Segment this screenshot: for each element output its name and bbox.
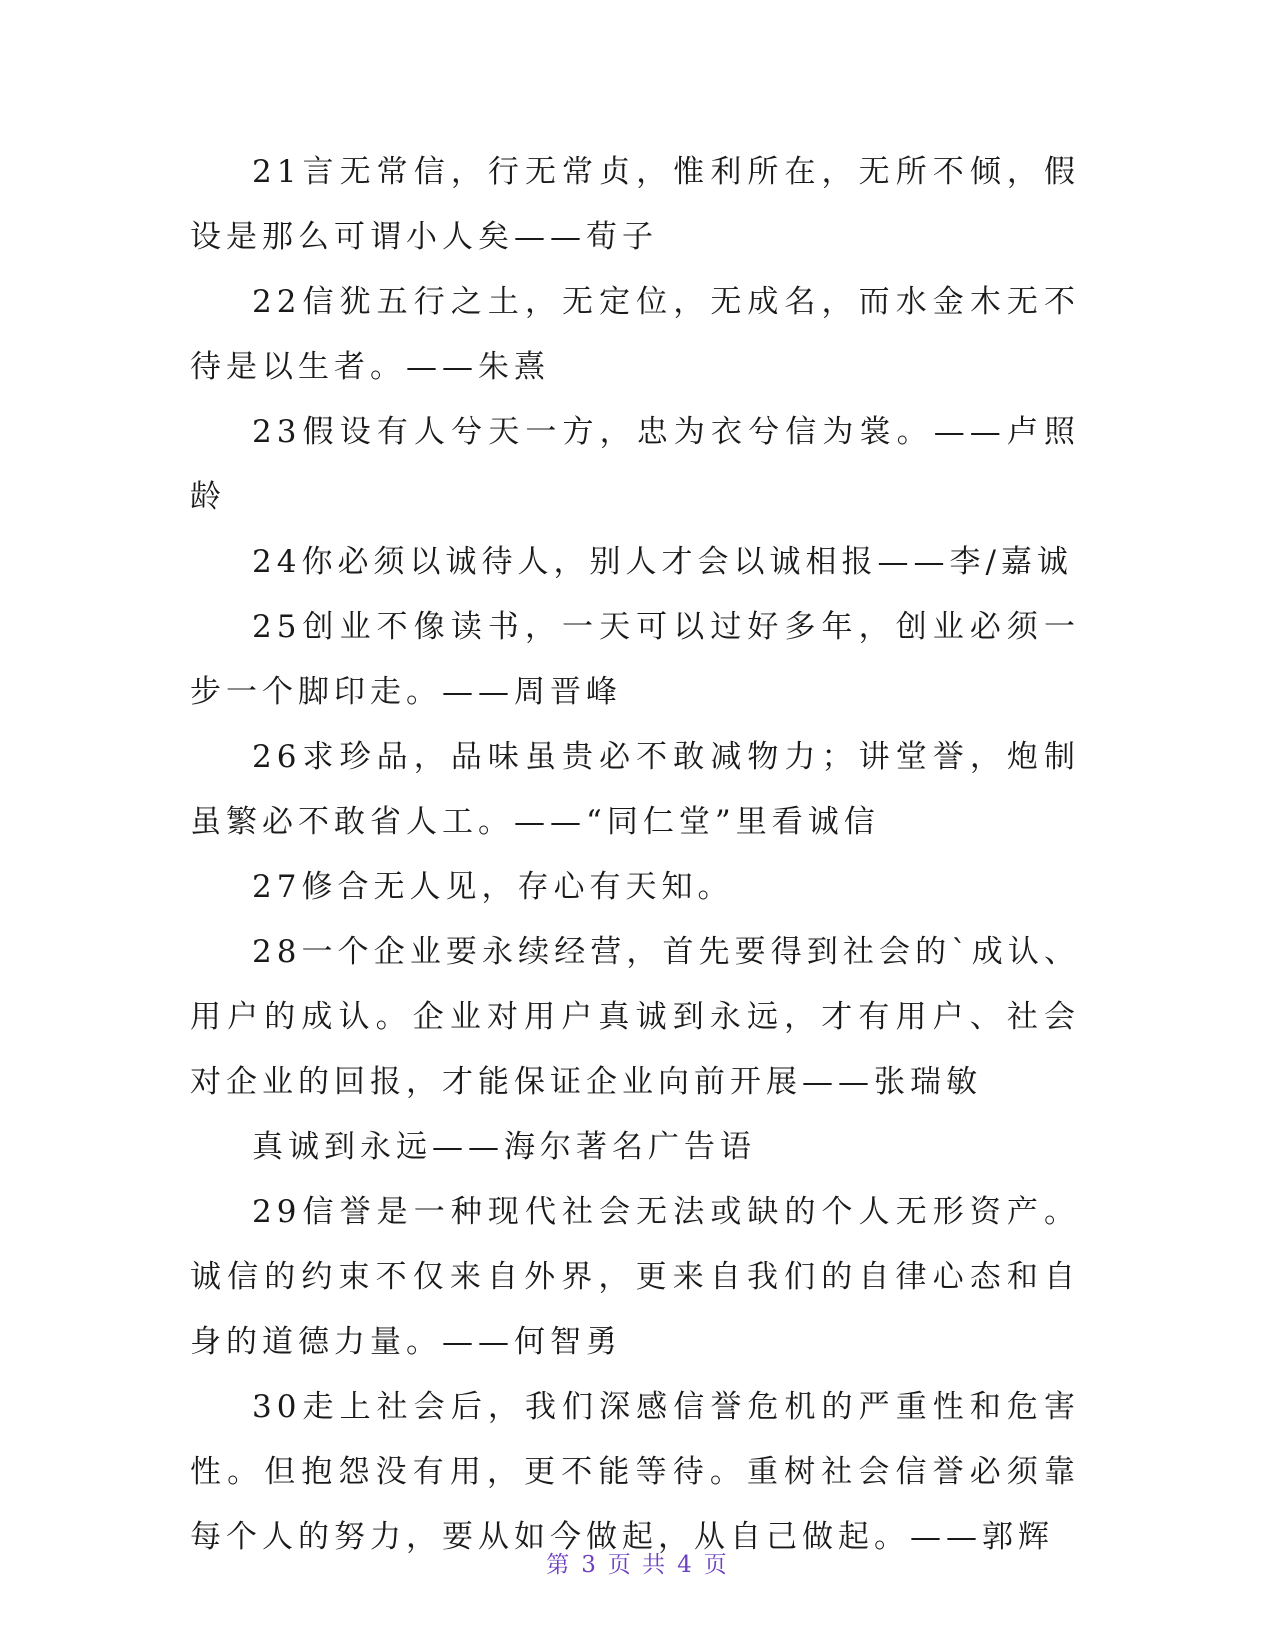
page-label-suffix: 页 bbox=[703, 1552, 729, 1578]
current-page-number: 3 bbox=[581, 1552, 598, 1578]
page-label-prefix: 第 bbox=[546, 1552, 572, 1578]
quote-paragraph: 24你必须以诚待人，别人才会以诚相报——李/嘉诚 bbox=[252, 544, 1073, 580]
page-label-mid: 页 共 bbox=[607, 1552, 668, 1578]
quote-paragraph: 21言无常信，行无常贞，惟利所在，无所不倾，假设是那么可谓小人矣——荀子 bbox=[190, 154, 1080, 255]
quote-paragraph: 28一个企业要永续经营，首先要得到社会的`成认、用户的成认。企业对用户真诚到永远，才有用户、社会对企业的回报，才能保证企业向前开展——张瑞敏 bbox=[190, 934, 1080, 1100]
page-number-footer bbox=[0, 1546, 1275, 1579]
quote-paragraph: 29信誉是一种现代社会无法或缺的个人无形资产。诚信的约束不仅来自外界，更来自我们的自律心态和自身的道德力量。——何智勇 bbox=[190, 1194, 1080, 1360]
total-pages-number: 4 bbox=[677, 1552, 694, 1578]
quote-paragraph: 27修合无人见，存心有天知。 bbox=[252, 869, 734, 905]
quote-paragraph: 22信犹五行之土，无定位，无成名，而水金木无不待是以生者。——朱熹 bbox=[190, 284, 1080, 385]
quote-paragraph: 26求珍品，品味虽贵必不敢减物力；讲堂誉，炮制虽繁必不敢省人工。——“同仁堂”里看诚信 bbox=[190, 739, 1080, 840]
quote-paragraph: 25创业不像读书，一天可以过好多年，创业必须一步一个脚印走。——周晋峰 bbox=[190, 609, 1080, 710]
quote-paragraph: 30走上社会后，我们深感信誉危机的严重性和危害性。但抱怨没有用，更不能等待。重树社会信誉必须靠每个人的努力，要从如今做起，从自己做起。——郭辉 bbox=[190, 1389, 1080, 1555]
document-body bbox=[190, 140, 1080, 1570]
quote-paragraph: 23假设有人兮天一方，忠为衣兮信为裳。——卢照龄 bbox=[190, 414, 1080, 515]
quote-paragraph: 真诚到永远——海尔著名广告语 bbox=[252, 1129, 756, 1165]
